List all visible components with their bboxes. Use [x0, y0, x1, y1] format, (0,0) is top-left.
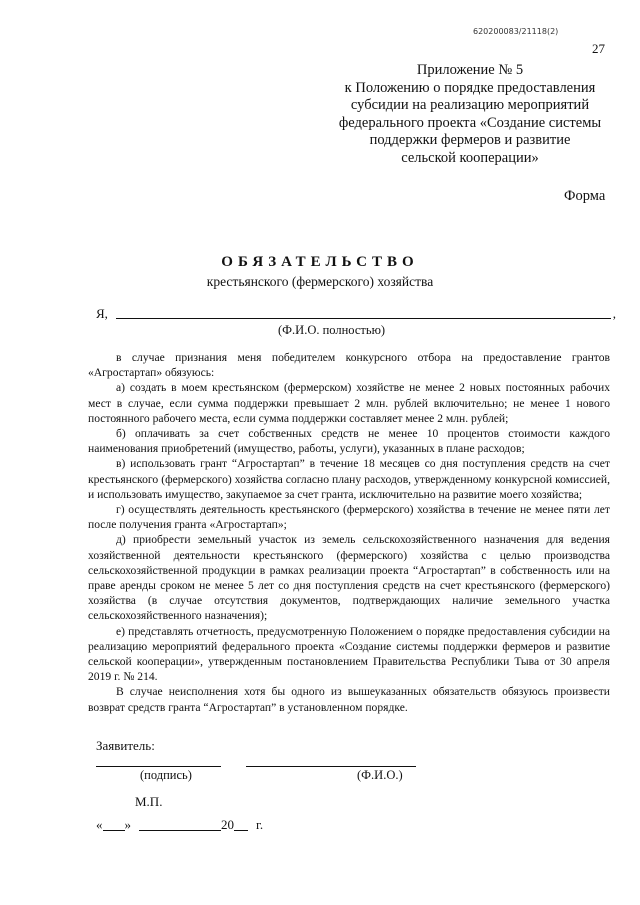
- date-year-prefix: 20: [221, 817, 234, 832]
- body-paragraph: в) использовать грант “Агростартап” в течение 18 месяцев со дня поступления средств на счет крестьянского (фермерского) хозяйства согласно плану расходов, утвержденному конкурсной комиссией, и использовать имущество, закупаемое за счет гранта, исключительно на развитие моего хозяйства;: [88, 457, 610, 501]
- document-subtitle: крестьянского (фермерского) хозяйства: [206, 274, 434, 289]
- date-year-blank[interactable]: [234, 818, 248, 831]
- stamp-label: М.П.: [135, 794, 163, 809]
- appendix-line: к Положению о порядке предоставления: [344, 79, 596, 96]
- body-paragraph: б) оплачивать за счет собственных средств не менее 10 процентов стоимости каждого наименования приобретений (имущество, работы, услуги), указанных в плане расходов;: [88, 427, 610, 456]
- date-month-blank[interactable]: [139, 818, 221, 831]
- date-close-quote: »: [124, 817, 131, 832]
- date-open-quote: «: [96, 817, 103, 832]
- appendix-line: федерального проекта «Создание системы: [338, 114, 602, 131]
- applicant-suffix: ,: [612, 306, 616, 321]
- appendix-line: сельской кооперации»: [401, 149, 539, 166]
- document-id: 620200083/21118(2): [473, 27, 559, 36]
- body-paragraph: е) представлять отчетность, предусмотренную Положением о порядке предоставления субсидии на реализацию мероприятий федерального проекта «Создание системы поддержки фермеров и развитие сельской кооперации», утвержденным постановлением Правительства Республики Тыва от 30 апреля 2019 г. № 214.: [88, 624, 610, 684]
- date-day-blank[interactable]: [103, 818, 125, 831]
- appendix-block: [320, 62, 620, 167]
- fio-caption: (Ф.И.О.): [357, 768, 403, 782]
- date-year-suffix: г.: [256, 817, 264, 832]
- fio-blank[interactable]: [246, 766, 416, 767]
- applicant-label: Заявитель:: [96, 738, 155, 753]
- body-paragraph: в случае признания меня победителем конкурсного отбора на предоставление грантов «Агростартап» обязуюсь:: [88, 351, 610, 380]
- body-paragraph: г) осуществлять деятельность крестьянского (фермерского) хозяйства в течение не менее пяти лет после получения гранта «Агростартап»;: [88, 503, 610, 532]
- appendix-line: поддержки фермеров и развитие: [369, 132, 571, 148]
- appendix-line: субсидии на реализацию мероприятий: [350, 97, 590, 113]
- page-number: 27: [592, 41, 605, 56]
- applicant-name-line: [96, 306, 616, 322]
- body-paragraph: а) создать в моем крестьянском (фермерском) хозяйстве не менее 2 новых постоянных рабочих мест в случае, если сумма поддержки превышает 2 млн. рублей включительно; не менее 1 нового постоянного рабочего места, если сумма поддержки составляет менее 2 млн. рублей;: [88, 381, 610, 425]
- appendix-line: Приложение № 5: [416, 62, 524, 78]
- body-paragraph: д) приобрести земельный участок из земель сельскохозяйственного назначения для ведения хозяйственной деятельности крестьянского (фермерского) хозяйства с целью производства сельскохозяйственной продукции в рамках реализации проекта “Агростартап” в собственность или на праве аренды сроком не менее 5 лет со дня поступления средств на счет крестьянского (фермерского) хозяйства (в случае отсутствия документов, подтверждающих наличие земельного участка сельскохозяйственного назначения);: [88, 533, 610, 623]
- signature-blank[interactable]: [96, 766, 221, 767]
- date-line: [96, 817, 263, 833]
- document-title: ОБЯЗАТЕЛЬСТВО: [221, 254, 419, 270]
- applicant-name-caption: (Ф.И.О. полностью): [278, 323, 386, 337]
- applicant-name-blank[interactable]: [116, 308, 611, 319]
- obligations-text: [88, 350, 610, 715]
- body-paragraph: В случае неисполнения хотя бы одного из вышеуказанных обязательств обязуюсь произвести возврат средств гранта “Агростартап” в установленном порядке.: [88, 685, 610, 714]
- signature-caption: (подпись): [140, 768, 192, 782]
- applicant-prefix: Я,: [96, 306, 108, 321]
- form-label: Форма: [564, 188, 606, 204]
